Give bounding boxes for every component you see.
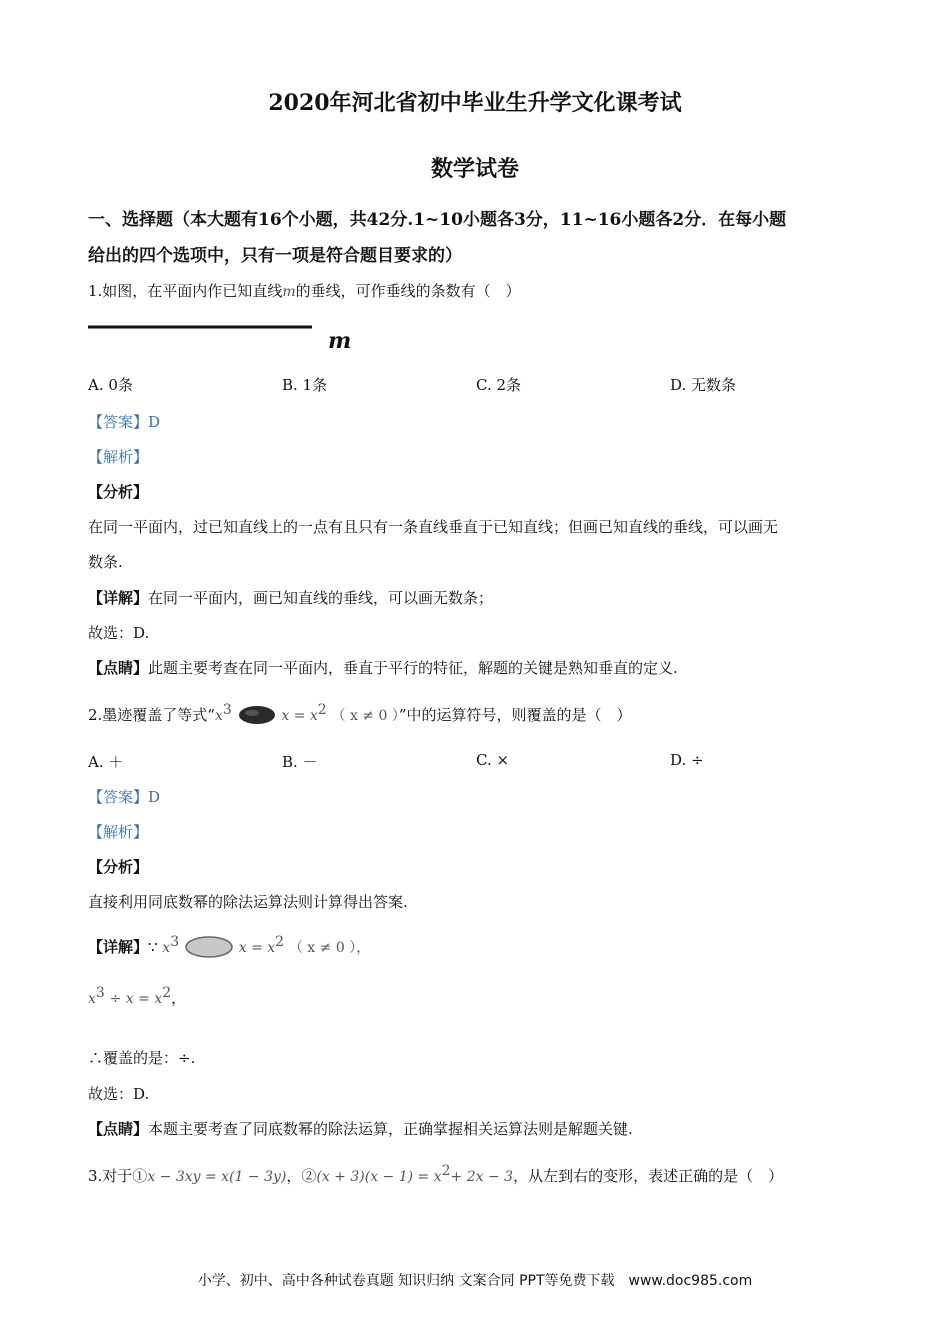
q2-therefore: ∴覆盖的是：÷. [88,1049,196,1067]
ink-blot-icon [237,705,277,727]
page-footer: 小学、初中、高中各种试卷真题 知识归纳 文案合同 PPT等免费下载 www.doc985.com [197,1273,753,1289]
q2-answer: 【答案】D [88,788,161,806]
q3-math1: x − 3xy = x(1 − 3y) [147,1169,287,1185]
q3-math2: (x + 3)(x − 1) = x [316,1169,442,1185]
q3-stem: 3.对于①x − 3xy = x(1 − 3y)，②(x + $3)(x - 1) = x^2+ 2x - 3$，从左到右的变形，表述正确的是（ ） [88,1163,784,1185]
section-heading-line1: 一、选择题（本大题有16个小题，共42分.1~10小题各3分，11~16小题各2分．在每小题 [88,210,787,230]
q1-answer: 【答案】D [88,413,161,431]
q1-stem: 1.如图，在平面内作已知直线m的垂线，可作垂线的条数有（ ） [88,282,521,300]
page-title: 2020年河北省初中毕业生升学文化课考试 [268,90,682,116]
q1-option-c: C. 2条 [476,376,522,394]
q2-analysis-tag: 【解析】 [88,823,149,841]
q1-option-b: B. 1条 [282,376,328,394]
q1-analysis-tag: 【解析】 [88,448,149,466]
q1-fenxi-tag: 【分析】 [88,483,149,501]
q2-option-d: D. ÷ [670,751,704,769]
q2-stem: 2.墨迹覆盖了等式“$x^3$ $x = x^2$ （ x ≠ 0 ）”中的运算符号，则覆盖的是（ ） [88,702,632,727]
q2-formula: $x^3 \div x = x^2$， [88,985,187,1007]
q2-option-b: B. － [282,753,318,771]
q1-detail: 【详解】在同一平面内，画已知直线的垂线，可以画无数条； [88,589,494,607]
q1-var-m: m [282,284,296,300]
q2-option-c: C. × [476,751,510,769]
ellipse-shape-icon [184,936,234,960]
q1-dianjing: 【点睛】此题主要考查在同一平面内，垂直于平行的特征，解题的关键是熟知垂直的定义. [88,659,678,677]
q1-option-a: A. 0条 [88,376,133,394]
q2-option-a: A. ＋ [88,753,124,771]
q2-dianjing: 【点睛】本题主要考查了同底数幂的除法运算，正确掌握相关运算法则是解题关键. [88,1120,633,1138]
section-heading-line2: 给出的四个选项中，只有一项是符合题目要求的） [88,246,462,266]
line-m-figure [88,318,358,354]
q1-choice: 故选：D. [88,624,150,642]
q1-fenxi-line2: 数条. [88,553,123,571]
q2-detail: 【详解】∵ $x^3$ $x = x^2$ （ x ≠ 0 ）， [88,934,370,960]
q1-fenxi-line1: 在同一平面内，过已知直线上的一点有且只有一条直线垂直于已知直线；但画已知直线的垂线，可以画无 [88,518,779,536]
q2-fenxi-tag: 【分析】 [88,858,149,876]
page-subtitle: 数学试卷 [430,156,519,182]
q2-fenxi-text: 直接利用同底数幂的除法运算法则计算得出答案. [88,893,408,911]
q1-option-d: D. 无数条 [670,376,737,394]
q2-choice: 故选：D. [88,1085,150,1103]
figure-label-m: m [328,328,352,354]
